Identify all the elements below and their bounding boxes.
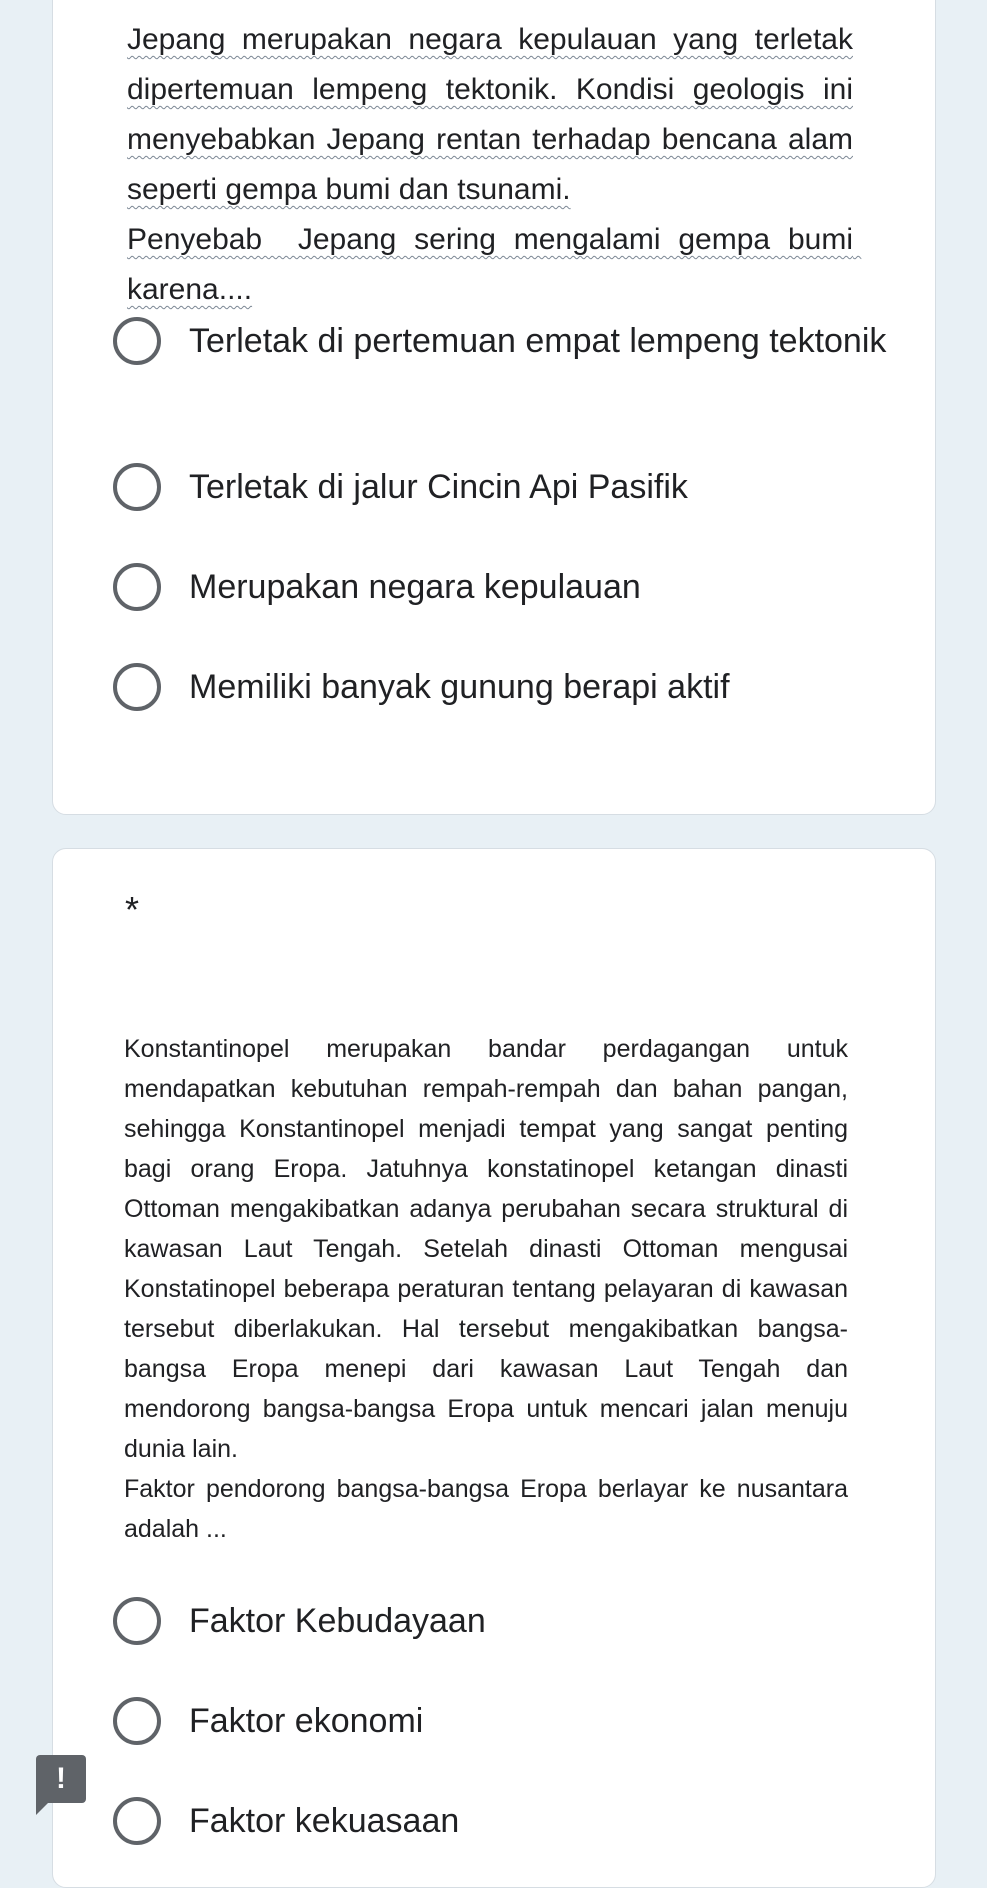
- question-2-option-3[interactable]: [113, 1795, 893, 1847]
- required-asterisk: *: [125, 889, 140, 930]
- option-label: Faktor ekonomi: [189, 1702, 424, 1740]
- report-issue-button[interactable]: [36, 1755, 86, 1803]
- question-1-prompt: Penyebab Jepang sering mengalami gempa bumi karena....: [127, 223, 862, 306]
- option-label: Merupakan negara kepulauan: [189, 568, 641, 606]
- option-label: Faktor Kebudayaan: [189, 1602, 486, 1640]
- option-label: Faktor kekuasaan: [189, 1802, 460, 1840]
- radio-button[interactable]: [113, 1597, 161, 1645]
- question-1-option-3[interactable]: [113, 561, 893, 613]
- question-1-context: Jepang merupakan negara kepulauan yang terletak dipertemuan lempeng tektonik. Kondisi geologis ini menyebabkan Jepang rentan terhadap bencana alam seperti gempa bumi dan tsunami.: [127, 23, 853, 206]
- question-2-option-2[interactable]: [113, 1695, 893, 1747]
- radio-button[interactable]: [113, 1697, 161, 1745]
- exclamation-icon: !: [56, 1762, 66, 1795]
- question-1-option-4[interactable]: [113, 661, 893, 713]
- radio-button[interactable]: [113, 1797, 161, 1845]
- question-2-prompt: Faktor pendorong bangsa-bangsa Eropa berlayar ke nusantara adalah ...: [124, 1475, 848, 1543]
- radio-button[interactable]: [113, 663, 161, 711]
- radio-button[interactable]: [113, 317, 161, 365]
- option-label: Terletak di jalur Cincin Api Pasifik: [189, 468, 688, 506]
- question-1-option-2[interactable]: [113, 461, 893, 513]
- question-1-text: [127, 15, 862, 315]
- option-label: Memiliki banyak gunung berapi aktif: [189, 668, 730, 706]
- question-2-text: [124, 1029, 848, 1549]
- question-card-2: [52, 848, 936, 1888]
- radio-button[interactable]: [113, 563, 161, 611]
- radio-button[interactable]: [113, 463, 161, 511]
- question-card-1: [52, 0, 936, 815]
- option-label: Terletak di pertemuan empat lempeng tektonik: [189, 322, 887, 360]
- question-2-option-1[interactable]: [113, 1595, 893, 1647]
- question-1-option-1[interactable]: [113, 315, 893, 367]
- question-2-context: Konstantinopel merupakan bandar perdagangan untuk mendapatkan kebutuhan rempah-rempah dan bahan pangan, sehingga Konstantinopel menjadi tempat yang sangat penting bagi orang Eropa. Jatuhnya konstatinopel ketangan dinasti Ottoman mengakibatkan adanya perubahan secara struktural di kawasan Laut Tengah. Setelah dinasti Ottoman mengusai Konstatinopel beberapa peraturan tentang pelayaran di kawasan tersebut diberlakukan. Hal tersebut mengakibatkan bangsa-bangsa Eropa menepi dari kawasan Laut Tengah dan mendorong bangsa-bangsa Eropa untuk mencari jalan menuju dunia lain.: [124, 1035, 848, 1463]
